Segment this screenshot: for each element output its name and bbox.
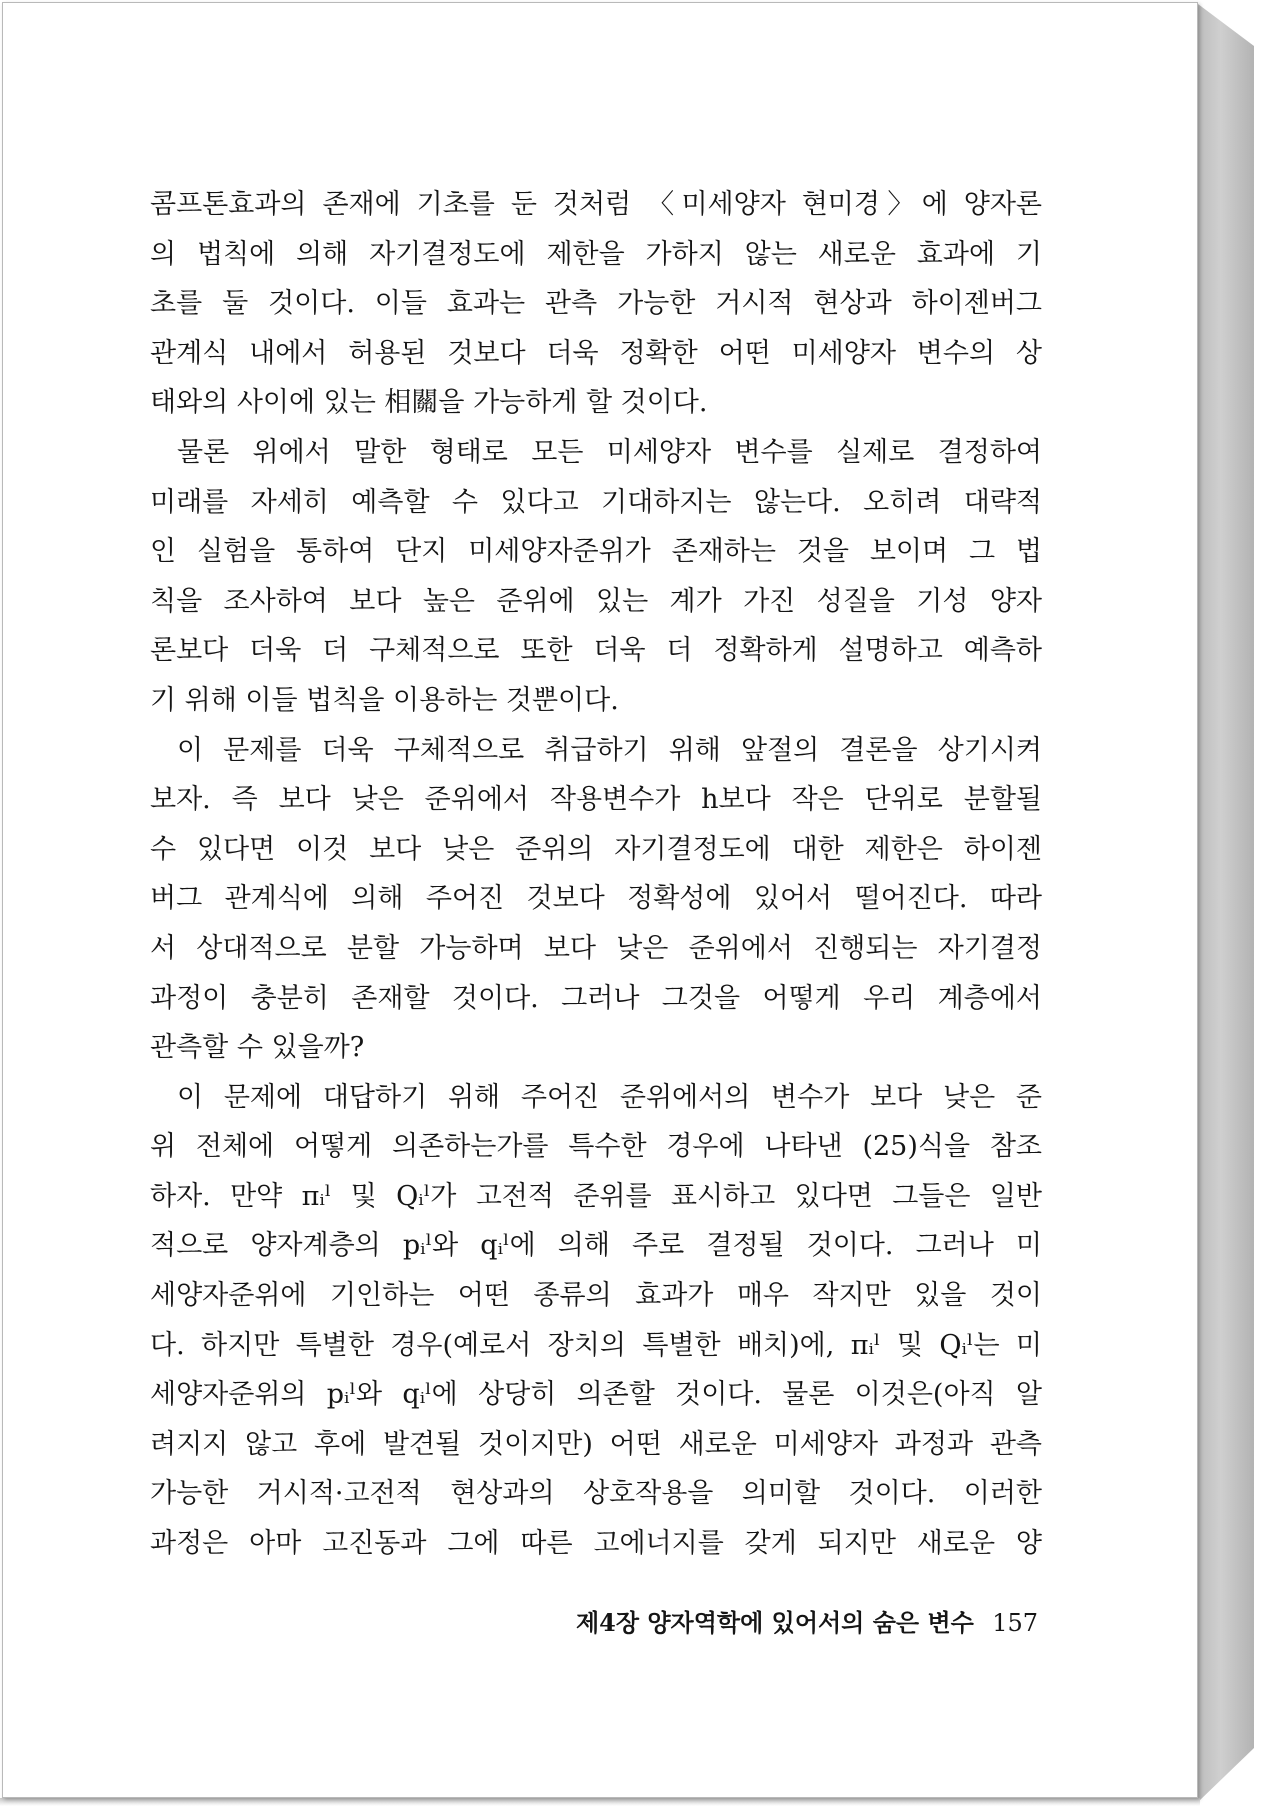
text-line: 려지지 않고 후에 발견될 것이지만) 어떤 새로운 미세양자 과정과 관측 (150, 1428, 1042, 1460)
page-number: 157 (992, 1609, 1038, 1637)
text-line: 수 있다면 이것 보다 낮은 준위의 자기결정도에 대한 제한은 하이젠 (150, 833, 1042, 865)
page-footer (150, 1603, 1038, 1638)
text-line: 과정은 아마 고진동과 그에 따른 고에너지를 갖게 되지만 새로운 양 (150, 1528, 1042, 1560)
text-line: 위 전체에 어떻게 의존하는가를 특수한 경우에 나타낸 (25)식을 참조 (150, 1131, 1042, 1163)
text-line: 과정이 충분히 존재할 것이다. 그러나 그것을 어떻게 우리 계층에서 (150, 982, 1042, 1014)
text-line: 론보다 더욱 더 구체적으로 또한 더욱 더 정확하게 설명하고 예측하 (150, 635, 1042, 667)
text-line: 세양자준위의 pᵢˡ와 qᵢˡ에 상당히 의존할 것이다. 물론 이것은(아직 알 (150, 1379, 1042, 1411)
body-text (150, 180, 1042, 1569)
text-line: 미래를 자세히 예측할 수 있다고 기대하지는 않는다. 오히려 대략적 (150, 486, 1042, 518)
text-line: 기 위해 이들 법칙을 이용하는 것뿐이다. (150, 684, 619, 716)
text-line: 이 문제를 더욱 구체적으로 취급하기 위해 앞절의 결론을 상기시켜 (177, 734, 1042, 766)
book-page-edge (1198, 4, 1254, 1802)
text-line: 세양자준위에 기인하는 어떤 종류의 효과가 매우 작지만 있을 것이 (150, 1280, 1042, 1312)
running-head: 제4장 양자역학에 있어서의 숨은 변수 (575, 1608, 974, 1637)
text-line: 보자. 즉 보다 낮은 준위에서 작용변수가 h보다 작은 단위로 분할될 (150, 784, 1042, 816)
text-line: 의 법칙에 의해 자기결정도에 제한을 가하지 않는 새로운 효과에 기 (150, 238, 1042, 270)
text-line: 콤프톤효과의 존재에 기초를 둔 것처럼 〈미세양자 현미경〉에 양자론 (150, 189, 1042, 220)
text-line: 관계식 내에서 허용된 것보다 더욱 정확한 어떤 미세양자 변수의 상 (150, 337, 1042, 369)
text-line: 적으로 양자계층의 pᵢˡ와 qᵢˡ에 의해 주로 결정될 것이다. 그러나 미 (150, 1230, 1042, 1262)
text-line: 이 문제에 대답하기 위해 주어진 준위에서의 변수가 보다 낮은 준 (177, 1081, 1042, 1113)
text-line: 인 실험을 통하여 단지 미세양자준위가 존재하는 것을 보이며 그 법 (150, 536, 1042, 568)
text-line: 서 상대적으로 분할 가능하며 보다 낮은 준위에서 진행되는 자기결정 (150, 932, 1042, 964)
text-line: 태와의 사이에 있는 相關을 가능하게 할 것이다. (150, 387, 708, 419)
text-line: 초를 둘 것이다. 이들 효과는 관측 가능한 거시적 현상과 하이젠버그 (150, 288, 1042, 320)
text-line: 칙을 조사하여 보다 높은 준위에 있는 계가 가진 성질을 기성 양자 (150, 585, 1042, 617)
text-line: 다. 하지만 특별한 경우(예로서 장치의 특별한 배치)에, πᵢˡ 및 Qᵢˡ는 미 (150, 1329, 1042, 1361)
text-line: 버그 관계식에 의해 주어진 것보다 정확성에 있어서 떨어진다. 따라 (150, 883, 1042, 915)
text-line: 물론 위에서 말한 형태로 모든 미세양자 변수를 실제로 결정하여 (177, 436, 1042, 468)
text-line: 가능한 거시적·고전적 현상과의 상호작용을 의미할 것이다. 이러한 (150, 1478, 1042, 1510)
text-line: 하자. 만약 πᵢˡ 및 Qᵢˡ가 고전적 준위를 표시하고 있다면 그들은 일반 (150, 1180, 1042, 1212)
page-shadow (0, 1798, 1200, 1806)
text-line: 관측할 수 있을까? (150, 1032, 365, 1064)
